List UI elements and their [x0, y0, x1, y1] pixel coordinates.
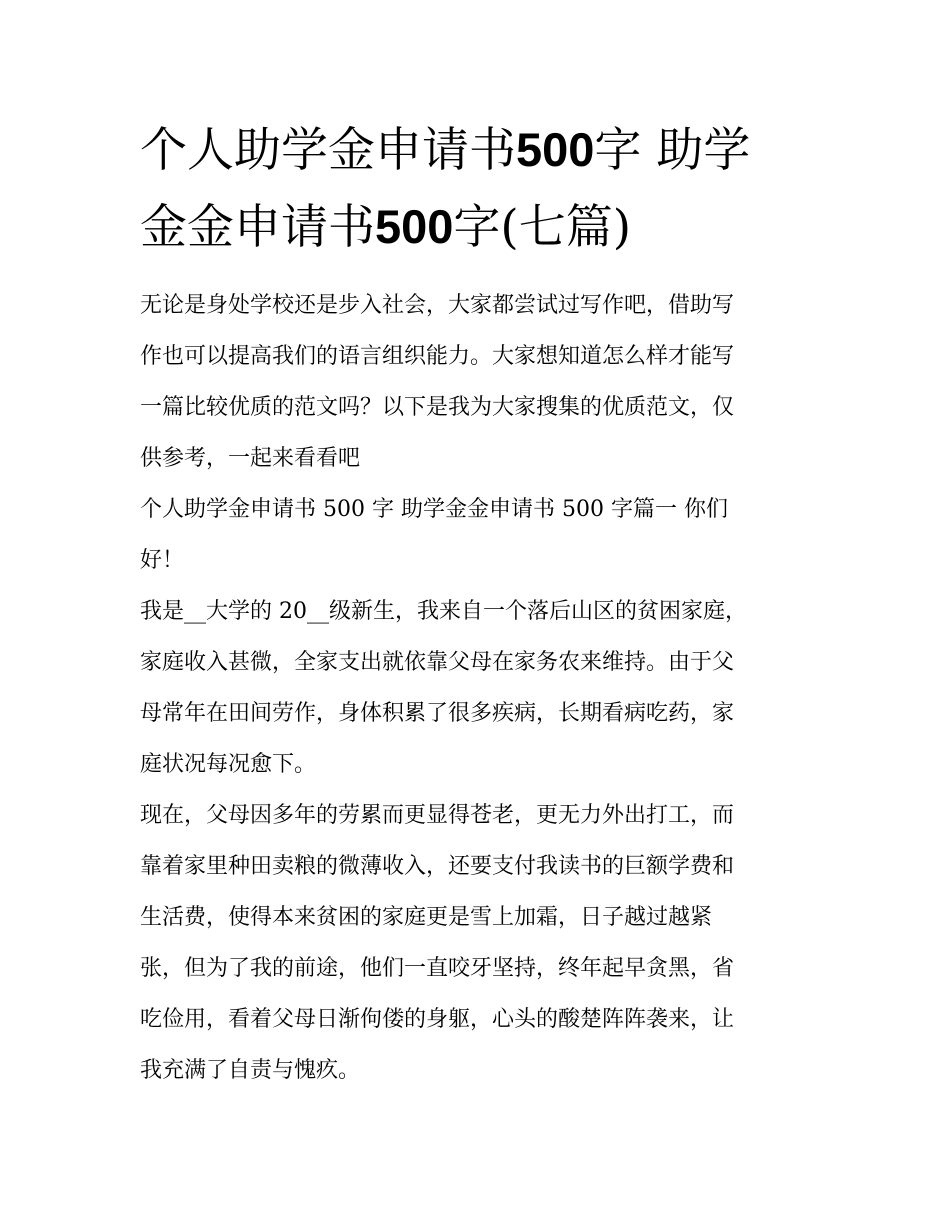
text-line: 我充满了自责与愧疚。: [140, 1058, 361, 1083]
paragraph-section-heading: [140, 484, 820, 586]
title-text: 金金申请书: [140, 200, 375, 255]
text-line: 无论是身处学校还是步入社会，大家都尝试过写作吧，借助写: [140, 293, 735, 318]
title-text: 个人助学金申请书: [140, 123, 516, 178]
paragraph-intro: [140, 280, 820, 484]
title-text: 字 助学: [594, 123, 751, 178]
text-line: 现在，父母因多年的劳累而更显得苍老，更无力外出打工，而: [140, 803, 735, 828]
text-line: 生活费，使得本来贫困的家庭更是雪上加霜，日子越过越紧: [140, 905, 713, 930]
paragraph-situation: [140, 790, 820, 1096]
text-line: 个人助学金申请书 500 字 助学金金申请书 500 字篇一 你们: [140, 497, 728, 522]
title-number: 500: [375, 200, 454, 253]
title-line-1: [140, 112, 820, 189]
text-line: 庭状况每况愈下。: [140, 752, 317, 777]
title-number: 500: [516, 123, 595, 176]
paragraph-background: [140, 586, 820, 790]
text-line: 母常年在田间劳作，身体积累了很多疾病，长期看病吃药，家: [140, 701, 735, 726]
text-line: 张，但为了我的前途，他们一直咬牙坚持，终年起早贪黑，省: [140, 956, 735, 981]
text-line: 供参考，一起来看看吧: [140, 446, 361, 471]
text-line: 家庭收入甚微，全家支出就依靠父母在家务农来维持。由于父: [140, 650, 735, 675]
text-line: 好！: [140, 548, 185, 573]
text-line: 作也可以提高我们的语言组织能力。大家想知道怎么样才能写: [140, 344, 735, 369]
text-line: 我是__大学的 20__级新生，我来自一个落后山区的贫困家庭，: [140, 599, 747, 624]
document-body: [140, 280, 820, 1096]
text-line: 靠着家里种田卖粮的微薄收入，还要支付我读书的巨额学费和: [140, 854, 735, 879]
text-line: 吃俭用，看着父母日渐佝偻的身躯，心头的酸楚阵阵袭来，让: [140, 1007, 735, 1032]
title-text: 字(七篇): [453, 200, 632, 255]
document-title: [140, 112, 820, 266]
text-line: 一篇比较优质的范文吗？以下是我为大家搜集的优质范文，仅: [140, 395, 735, 420]
title-line-2: [140, 189, 820, 266]
